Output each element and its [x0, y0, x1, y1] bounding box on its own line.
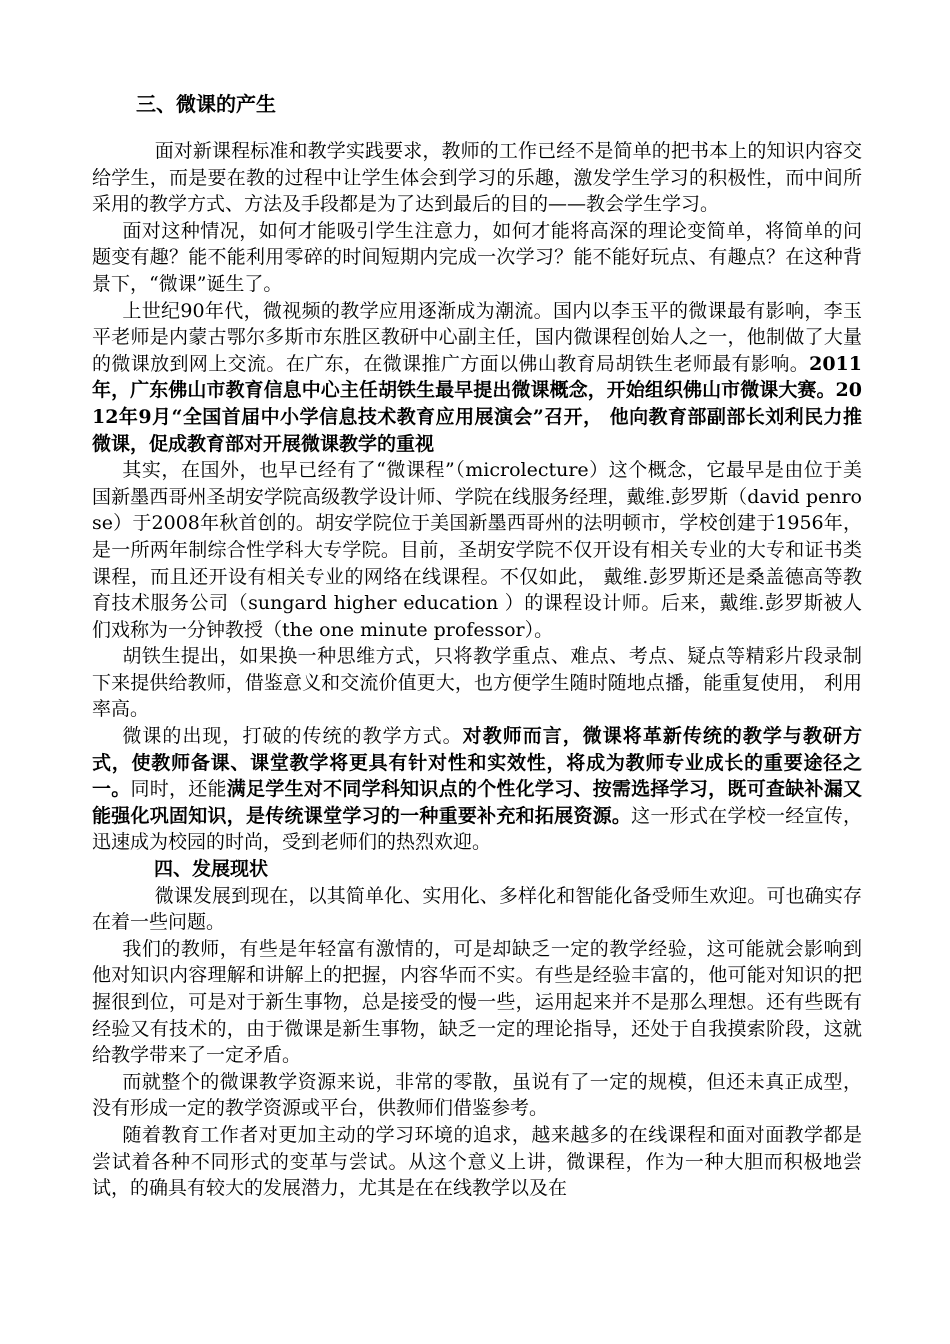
paragraph-origin-3: [92, 298, 862, 458]
section-heading-status: 四、发展现状: [154, 858, 269, 881]
paragraph-origin-3-text: 上世纪90年代，微视频的教学应用逐渐成为潮流。国内以李玉平的微课最有影响，李玉平老师是内蒙古鄂尔多斯市东胜区教研中心副主任，国内微课程创始人之一，他制做了大量的微课放到网上交流。在广东，在微课推广方面以佛山教育局胡铁生老师最有影响。: [92, 299, 862, 375]
section-heading-origin: 三、微课的产生: [136, 92, 276, 116]
paragraph-origin-6-text-c: 这一形式在学校一经宣传，迅速成为校园的时尚，受到老师们的热烈欢迎。: [92, 804, 862, 854]
paragraph-origin-6-bold-b: 满足学生对不同学科知识点的个性化学习、按需选择学习，既可查缺补漏又能强化巩固知识，是传统课堂学习的一种重要补充和拓展资源。: [92, 778, 862, 827]
paragraph-origin-2: 面对这种情况，如何才能吸引学生注意力，如何才能将高深的理论变简单，将简单的问题变有趣？能不能利用零碎的时间短期内完成一次学习？能不能好玩点、有趣点？在这种背景下，“微课”诞生了。: [92, 219, 862, 295]
paragraph-origin-5: 胡铁生提出，如果换一种思维方式，只将教学重点、难点、考点、疑点等精彩片段录制下来提供给教师，借鉴意义和交流价值更大，也方便学生随时随地点播，能重复使用， 利用率高。: [92, 645, 862, 721]
paragraph-status-2: 我们的教师，有些是年轻富有激情的，可是却缺乏一定的教学经验，这可能就会影响到他对知识内容理解和讲解上的把握，内容华而不实。有些是经验丰富的，他可能对知识的把握很到位，可是对于新生事物，总是接受的慢一些，运用起来并不是那么理想。还有些既有经验又有技术的，由于微课是新生事物，缺乏一定的理论指导，还处于自我摸索阶段，这就给教学带来了一定矛盾。: [92, 937, 862, 1067]
paragraph-status-3: 而就整个的微课教学资源来说，非常的零散，虽说有了一定的规模，但还未真正成型，没有形成一定的教学资源或平台，供教师们借鉴参考。: [92, 1070, 862, 1120]
paragraph-origin-3-bold: 2011年，广东佛山市教育信息中心主任胡铁生最早提出微课概念，开始组织佛山市微课大赛。2012年9月“全国首届中小学信息技术教育应用展演会”召开， 他向教育部副部长刘利民力推微课，促成教育部对开展微课教学的重视: [92, 352, 862, 455]
paragraph-origin-6: [92, 723, 862, 856]
paragraph-origin-4: 其实，在国外，也早已经有了“微课程”（microlecture）这个概念，它最早是由位于美国新墨西哥州圣胡安学院高级教学设计师、学院在线服务经理，戴维.彭罗斯（david penrose）于2008年秋首创的。胡安学院位于美国新墨西哥州的法明顿市，学校创建于1956年，是一所两年制综合性学科大专学院。目前，圣胡安学院不仅开设有相关专业的大专和证书类课程，而且还开设有相关专业的网络在线课程。不仅如此， 戴维.彭罗斯还是桑盖德高等教育技术服务公司（sungard higher education ）的课程设计师。后来，戴维.彭罗斯被人们戏称为一分钟教授（the one minute professor）。: [92, 459, 862, 641]
paragraph-status-1: 微课发展到现在，以其简单化、实用化、多样化和智能化备受师生欢迎。可也确实存在着一些问题。: [92, 884, 862, 934]
paragraph-origin-6-text-b: 同时，还能: [130, 778, 227, 801]
paragraph-origin-6-bold-a: 对教师而言，微课将革新传统的教学与教研方式，使教师备课、课堂教学将更具有针对性和实效性，将成为教师专业成长的重要途径之一。: [92, 725, 862, 801]
document-page: [92, 92, 862, 1202]
paragraph-origin-6-text-a: 微课的出现，打破的传统的教学方式。: [122, 725, 463, 748]
paragraph-origin-1: 面对新课程标准和教学实践要求，教师的工作已经不是简单的把书本上的知识内容交给学生，而是要在教的过程中让学生体会到学习的乐趣，激发学生学习的积极性，而中间所采用的教学方式、方法及手段都是为了达到最后的目的——教会学生学习。: [92, 140, 862, 216]
paragraph-status-4: 随着教育工作者对更加主动的学习环境的追求，越来越多的在线课程和面对面教学都是尝试着各种不同形式的变革与尝试。从这个意义上讲，微课程，作为一种大胆而积极地尝试，的确具有较大的发展潜力，尤其是在在线教学以及在: [92, 1123, 862, 1200]
